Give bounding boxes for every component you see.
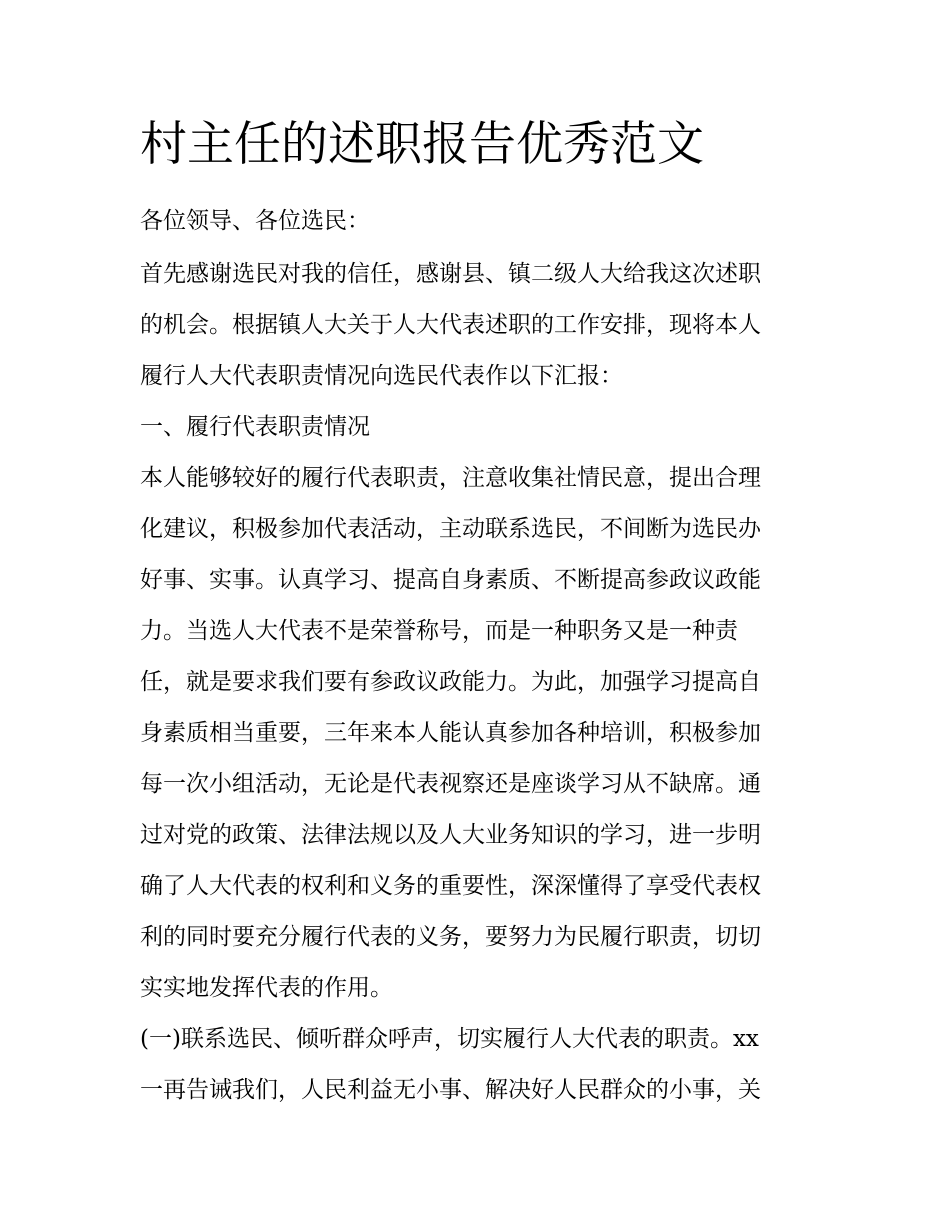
body-text-line: 好事、实事。认真学习、提高自身素质、不断提高参政议政能 [140, 567, 761, 593]
salutation-line: 各位领导、各位选民： [140, 208, 370, 234]
document-title: 村主任的述职报告优秀范文 [140, 117, 704, 172]
body-text-line: 力。当选人大代表不是荣誉称号，而是一种职务又是一种责 [140, 618, 738, 644]
body-text-line: 的机会。根据镇人大关于人大代表述职的工作安排，现将本人 [140, 312, 761, 338]
body-text-line: 身素质相当重要，三年来本人能认真参加各种培训，积极参加 [140, 720, 761, 746]
body-text-line: 每一次小组活动，无论是代表视察还是座谈学习从不缺席。通 [140, 771, 761, 797]
body-text-line: 确了人大代表的权利和义务的重要性，深深懂得了享受代表权 [140, 873, 761, 899]
body-text-line: 化建议，积极参加代表活动，主动联系选民，不间断为选民办 [140, 516, 761, 542]
body-text-line: 实实地发挥代表的作用。 [140, 975, 393, 1001]
body-text-line: 履行人大代表职责情况向选民代表作以下汇报： [140, 363, 623, 389]
section-heading: 一、履行代表职责情况 [140, 414, 370, 440]
body-text-line: 首先感谢选民对我的信任，感谢县、镇二级人大给我这次述职 [140, 261, 761, 287]
body-text-line: 利的同时要充分履行代表的义务，要努力为民履行职责，切切 [140, 924, 761, 950]
body-text-line: 本人能够较好的履行代表职责，注意收集社情民意，提出合理 [140, 465, 761, 491]
subsection-line: (一)联系选民、倾听群众呼声，切实履行人大代表的职责。xx [140, 1026, 759, 1052]
body-text-line: 任，就是要求我们要有参政议政能力。为此，加强学习提高自 [140, 669, 761, 695]
body-text-line: 一再告诫我们，人民利益无小事、解决好人民群众的小事，关 [140, 1077, 761, 1103]
body-text-line: 过对党的政策、法律法规以及人大业务知识的学习，进一步明 [140, 822, 761, 848]
